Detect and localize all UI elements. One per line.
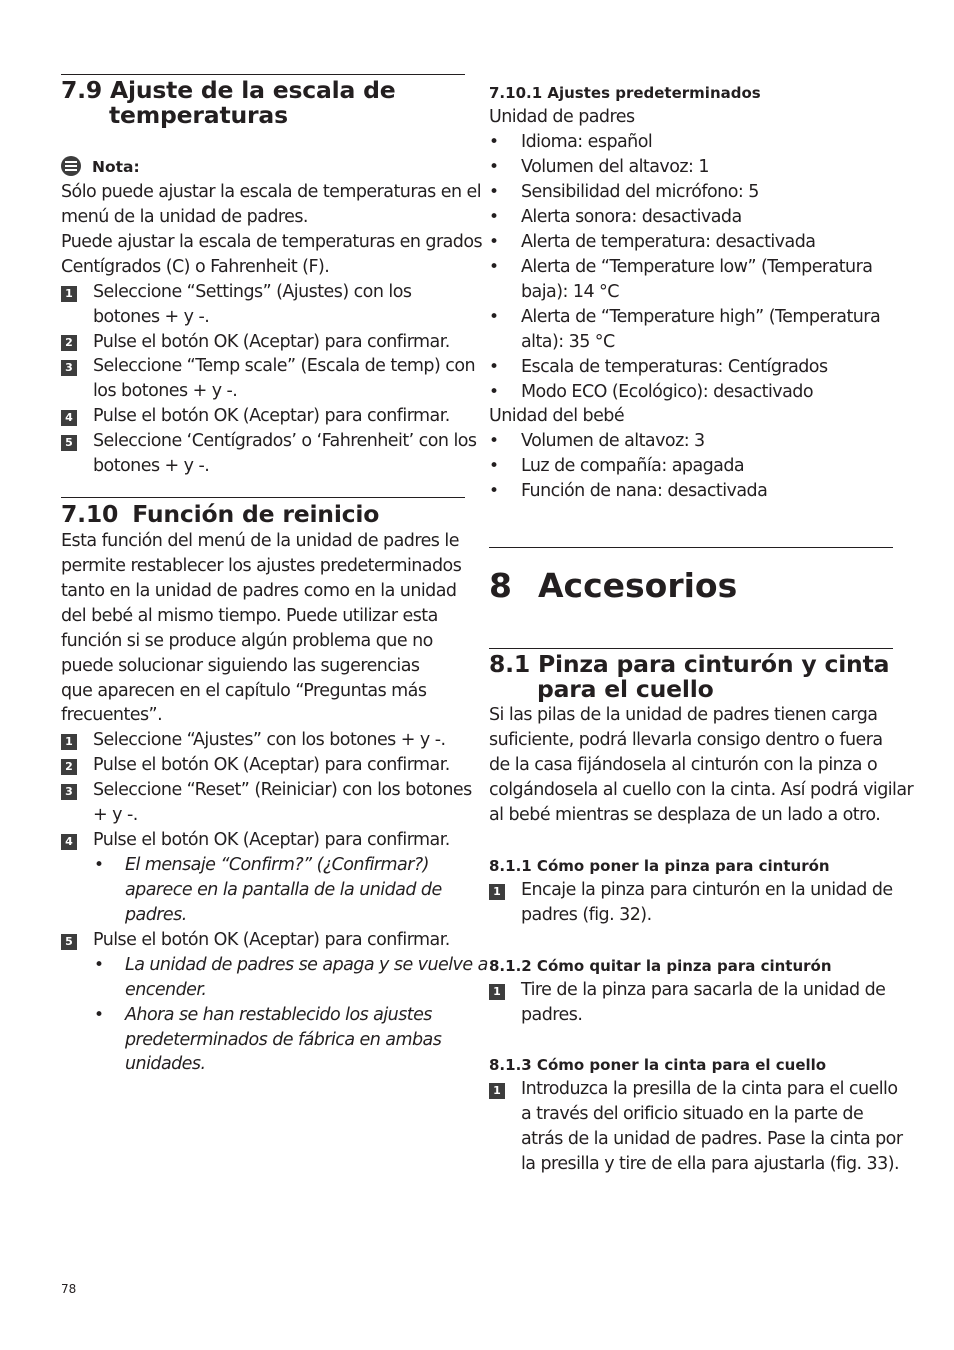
list-item: Función de nana: desactivada: [521, 481, 768, 501]
section-number: 7.9: [61, 76, 103, 104]
paragraph-line: colgándosela al cuello con la cinta. Así podrá vigilar: [489, 780, 914, 800]
section-heading-8-1: [489, 652, 889, 677]
subsection-heading-8-1-3: 8.1.3 Cómo poner la cinta para el cuello: [489, 1056, 827, 1074]
step-result: La unidad de padres se apaga y se vuelve a: [125, 955, 488, 975]
step-number-badge: 3: [61, 360, 77, 376]
step-number-badge: 1: [61, 734, 77, 750]
paragraph-line: función si se produce algún problema que no: [61, 631, 433, 651]
paragraph-line: permite restablecer los ajustes predeterminados: [61, 556, 462, 576]
list-item: Luz de compañía: apagada: [521, 456, 745, 476]
list-item: Volumen del altavoz: 1: [521, 157, 709, 177]
paragraph-line: tanto en la unidad de padres como en la unidad: [61, 581, 457, 601]
step-text: Tire de la pinza para sacarla de la unidad de: [521, 980, 886, 1000]
section-number: 8.1: [489, 650, 531, 678]
step-text: padres (fig. 32).: [521, 905, 652, 925]
page-number: 78: [61, 1282, 77, 1296]
step-text: Pulse el botón OK (Aceptar) para confirmar.: [93, 755, 450, 775]
paragraph-line: del bebé al mismo tiempo. Puede utilizar esta: [61, 606, 438, 626]
step-number-badge: 1: [61, 286, 77, 302]
bullet: •: [489, 157, 500, 177]
note-text-line: menú de la unidad de padres.: [61, 207, 308, 227]
bullet: •: [489, 182, 500, 202]
step-text: Seleccione “Ajustes” con los botones + y -.: [93, 730, 446, 750]
bullet: •: [94, 1005, 105, 1025]
chapter-heading: [489, 566, 737, 606]
section-heading-line2: para el cuello: [537, 675, 714, 703]
step-text: Seleccione “Temp scale” (Escala de temp) con: [93, 356, 476, 376]
step-number-badge: 5: [61, 435, 77, 451]
bullet: •: [489, 232, 500, 252]
step-text: botones + y -.: [93, 456, 210, 476]
step-text: Seleccione “Settings” (Ajustes) con los: [93, 282, 412, 302]
bullet: •: [489, 431, 500, 451]
step-result: encender.: [125, 980, 207, 1000]
step-result: aparece en la pantalla de la unidad de: [125, 880, 442, 900]
section-heading-line2: temperaturas: [109, 101, 288, 129]
step-text: a través del orificio situado en la parte de: [521, 1104, 864, 1124]
step-text: Pulse el botón OK (Aceptar) para confirmar.: [93, 830, 450, 850]
paragraph-line: puede solucionar siguiendo las sugerencias: [61, 656, 420, 676]
list-item: Alerta sonora: desactivada: [521, 207, 742, 227]
step-text: + y -.: [93, 805, 138, 825]
step-number-badge: 2: [61, 759, 77, 775]
section-number: 7.10: [61, 500, 119, 528]
paragraph-line: Si las pilas de la unidad de padres tienen carga: [489, 705, 878, 725]
step-result: padres.: [125, 905, 187, 925]
bullet: •: [489, 382, 500, 402]
list-item: Sensibilidad del micrófono: 5: [521, 182, 759, 202]
paragraph-line: de la casa fijándosela al cinturón con la pinza o: [489, 755, 878, 775]
section-rule: [61, 74, 465, 75]
bullet: •: [489, 357, 500, 377]
note-icon: [61, 156, 81, 176]
list-item: Alerta de temperatura: desactivada: [521, 232, 816, 252]
list-item: alta): 35 °C: [521, 332, 615, 352]
step-text: Encaje la pinza para cinturón en la unidad de: [521, 880, 893, 900]
step-text: padres.: [521, 1005, 583, 1025]
note-text-line: Puede ajustar la escala de temperaturas en grados: [61, 232, 483, 252]
bullet: •: [489, 456, 500, 476]
step-number-badge: 4: [61, 410, 77, 426]
bullet: •: [489, 207, 500, 227]
bullet: •: [489, 257, 500, 277]
list-item: Alerta de “Temperature high” (Temperatura: [521, 307, 881, 327]
step-result: Ahora se han restablecido los ajustes: [125, 1005, 432, 1025]
step-result: El mensaje “Confirm?” (¿Confirmar?): [125, 855, 429, 875]
list-label: Unidad del bebé: [489, 406, 625, 426]
list-label: Unidad de padres: [489, 107, 635, 127]
section-heading-7-9: [61, 78, 396, 103]
step-text: Seleccione “Reset” (Reiniciar) con los botones: [93, 780, 472, 800]
note-text-line: Sólo puede ajustar la escala de temperaturas en el: [61, 182, 482, 202]
list-item: Volumen de altavoz: 3: [521, 431, 705, 451]
bullet: •: [94, 855, 105, 875]
step-text: botones + y -.: [93, 307, 210, 327]
step-text: Pulse el botón OK (Aceptar) para confirmar.: [93, 332, 450, 352]
step-text: la presilla y tire de ella para ajustarla (fig. 33).: [521, 1154, 900, 1174]
bullet: •: [489, 307, 500, 327]
step-text: Pulse el botón OK (Aceptar) para confirmar.: [93, 930, 450, 950]
subsection-heading-8-1-1: 8.1.1 Cómo poner la pinza para cinturón: [489, 857, 830, 875]
paragraph-line: frecuentes”.: [61, 705, 163, 725]
step-text: atrás de la unidad de padres. Pase la cinta por: [521, 1129, 903, 1149]
note-label: Nota:: [92, 158, 140, 176]
step-result: predeterminados de fábrica en ambas: [125, 1030, 442, 1050]
step-number-badge: 5: [61, 934, 77, 950]
list-item: baja): 14 °C: [521, 282, 619, 302]
chapter-number: 8: [489, 566, 512, 605]
note-text-line: Centígrados (C) o Fahrenheit (F).: [61, 257, 330, 277]
step-number-badge: 2: [61, 335, 77, 351]
step-number-badge: 1: [489, 984, 505, 1000]
subsection-heading-7-10-1: 7.10.1 Ajustes predeterminados: [489, 84, 761, 102]
bullet: •: [94, 955, 105, 975]
step-text: los botones + y -.: [93, 381, 238, 401]
step-text: Seleccione ‘Centígrados’ o ‘Fahrenheit’ con los: [93, 431, 477, 451]
section-heading-text: Pinza para cinturón y cinta: [538, 650, 890, 678]
step-number-badge: 1: [489, 1083, 505, 1099]
section-rule: [61, 497, 465, 498]
bullet: •: [489, 481, 500, 501]
list-item: Escala de temperaturas: Centígrados: [521, 357, 828, 377]
section-rule: [489, 648, 893, 649]
list-item: Modo ECO (Ecológico): desactivado: [521, 382, 813, 402]
chapter-rule: [489, 547, 893, 548]
section-heading-text: Ajuste de la escala de: [110, 76, 396, 104]
paragraph-line: suficiente, podrá llevarla consigo dentro o fuera: [489, 730, 883, 750]
paragraph-line: Esta función del menú de la unidad de padres le: [61, 531, 459, 551]
bullet: •: [489, 132, 500, 152]
list-item: Idioma: español: [521, 132, 653, 152]
step-number-badge: 3: [61, 784, 77, 800]
step-text: Pulse el botón OK (Aceptar) para confirmar.: [93, 406, 450, 426]
section-heading-7-10: [61, 502, 379, 527]
chapter-title: Accesorios: [537, 566, 738, 605]
step-result: unidades.: [125, 1054, 206, 1074]
paragraph-line: que aparecen en el capítulo “Preguntas más: [61, 681, 427, 701]
section-heading-text: Función de reinicio: [132, 500, 380, 528]
step-text: Introduzca la presilla de la cinta para el cuello: [521, 1079, 898, 1099]
step-number-badge: 4: [61, 834, 77, 850]
paragraph-line: al bebé mientras se desplaza de un lado a otro.: [489, 805, 881, 825]
list-item: Alerta de “Temperature low” (Temperatura: [521, 257, 873, 277]
subsection-heading-8-1-2: 8.1.2 Cómo quitar la pinza para cinturón: [489, 957, 832, 975]
step-number-badge: 1: [489, 884, 505, 900]
